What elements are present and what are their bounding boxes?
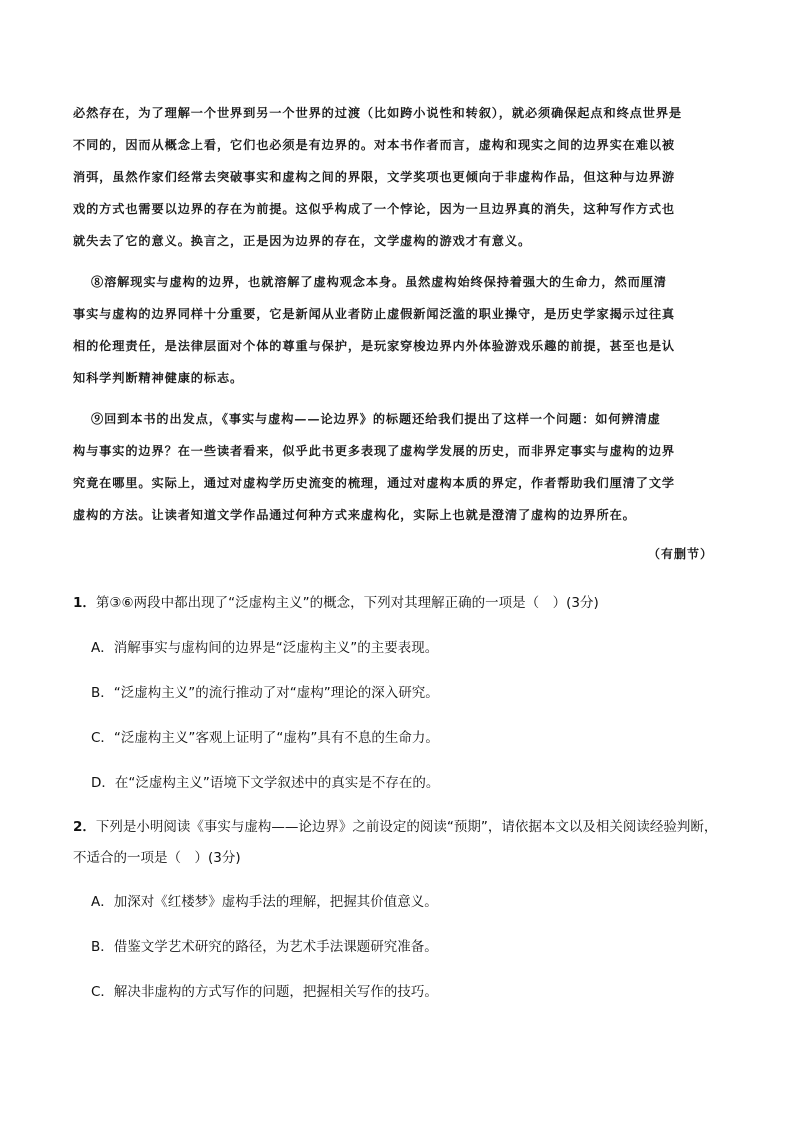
question-text: 第③⑥两段中都出现了“泛虚构主义”的概念，下列对其理解正确的一项是（ ）(3分) xyxy=(95,595,599,611)
passage-line: 就失去了它的意义。换言之，正是因为边界的存在，文学虚构的游戏才有意义。 xyxy=(73,234,532,248)
paragraph-8-first-line: ⑧溶解现实与虚构的边界，也就溶解了虚构观念本身。虽然虚构始终保持着强大的生命力，然而厘清 xyxy=(91,275,667,289)
question-text: 下列是小明阅读《事实与虚构——论边界》之前设定的阅读“预期”，请依据本文以及相关阅读经验判断， xyxy=(95,819,718,835)
passage-line: 不同的，因而从概念上看，它们也必须是有边界的。对本书作者而言，虚构和现实之间的边界实在难以被 xyxy=(73,138,676,152)
option-d[interactable]: D．在“泛虚构主义”语境下文学叙述中的真实是不存在的。 xyxy=(91,775,440,791)
passage-line: 相的伦理责任，是法律层面对个体的尊重与保护，是玩家穿梭边界内外体验游戏乐趣的前提，甚至也是认 xyxy=(73,339,676,353)
question-number: 1． xyxy=(73,595,96,611)
passage-line: 虚构的方法。让读者知道文学作品通过何种方式来虚构化，实际上也就是澄清了虚构的边界所在。 xyxy=(73,508,636,522)
question-stem xyxy=(73,591,599,611)
option-c[interactable]: C．“泛虚构主义”客观上证明了“虚构”具有不息的生命力。 xyxy=(91,730,439,746)
passage-line: 消弭，虽然作家们经常去突破事实和虚构之间的界限，文学奖项也更倾向于非虚构作品，但这种与边界游 xyxy=(73,170,676,184)
option-b[interactable]: B．借鉴文学艺术研究的路径，为艺术手法课题研究准备。 xyxy=(91,939,438,955)
option-c[interactable]: C．解决非虚构的方式写作的问题，把握相关写作的技巧。 xyxy=(91,984,438,1000)
passage-line: 究竟在哪里。实际上，通过对虚构学历史流变的梳理，通过对虚构本质的界定，作者帮助我们厘清了文学 xyxy=(73,476,676,490)
passage-line: 必然存在，为了理解一个世界到另一个世界的过渡（比如跨小说性和转叙），就必须确保起点和终点世界是 xyxy=(73,106,683,120)
question-text-continued: 不适合的一项是（ ）(3分) xyxy=(73,850,241,866)
passage-line: 戏的方式也需要以边界的存在为前提。这似乎构成了一个悖论，因为一旦边界真的消失，这种写作方式也 xyxy=(73,202,676,216)
passage-line: 知科学判断精神健康的标志。 xyxy=(73,371,244,385)
option-a[interactable]: A．加深对《红楼梦》虚构手法的理解，把握其价值意义。 xyxy=(91,894,438,910)
option-b[interactable]: B．“泛虚构主义”的流行推动了对“虚构”理论的深入研究。 xyxy=(91,685,439,701)
question-number: 2． xyxy=(73,819,96,835)
option-a[interactable]: A．消解事实与虚构间的边界是“泛虚构主义”的主要表现。 xyxy=(91,640,439,656)
passage-line: 事实与虚构的边界同样十分重要，它是新闻从业者防止虚假新闻泛滥的职业操守，是历史学家揭示过往真 xyxy=(73,307,676,321)
paragraph-9-first-line: ⑨回到本书的出发点，《事实与虚构——论边界》的标题还给我们提出了这样一个问题：如何辨清虚 xyxy=(91,412,661,426)
passage-line: 构与事实的边界？在一些读者看来，似乎此书更多表现了虚构学发展的历史，而非界定事实与虚构的边界 xyxy=(73,444,676,458)
question-stem xyxy=(73,815,717,835)
abridged-note: （有删节） xyxy=(647,547,713,561)
